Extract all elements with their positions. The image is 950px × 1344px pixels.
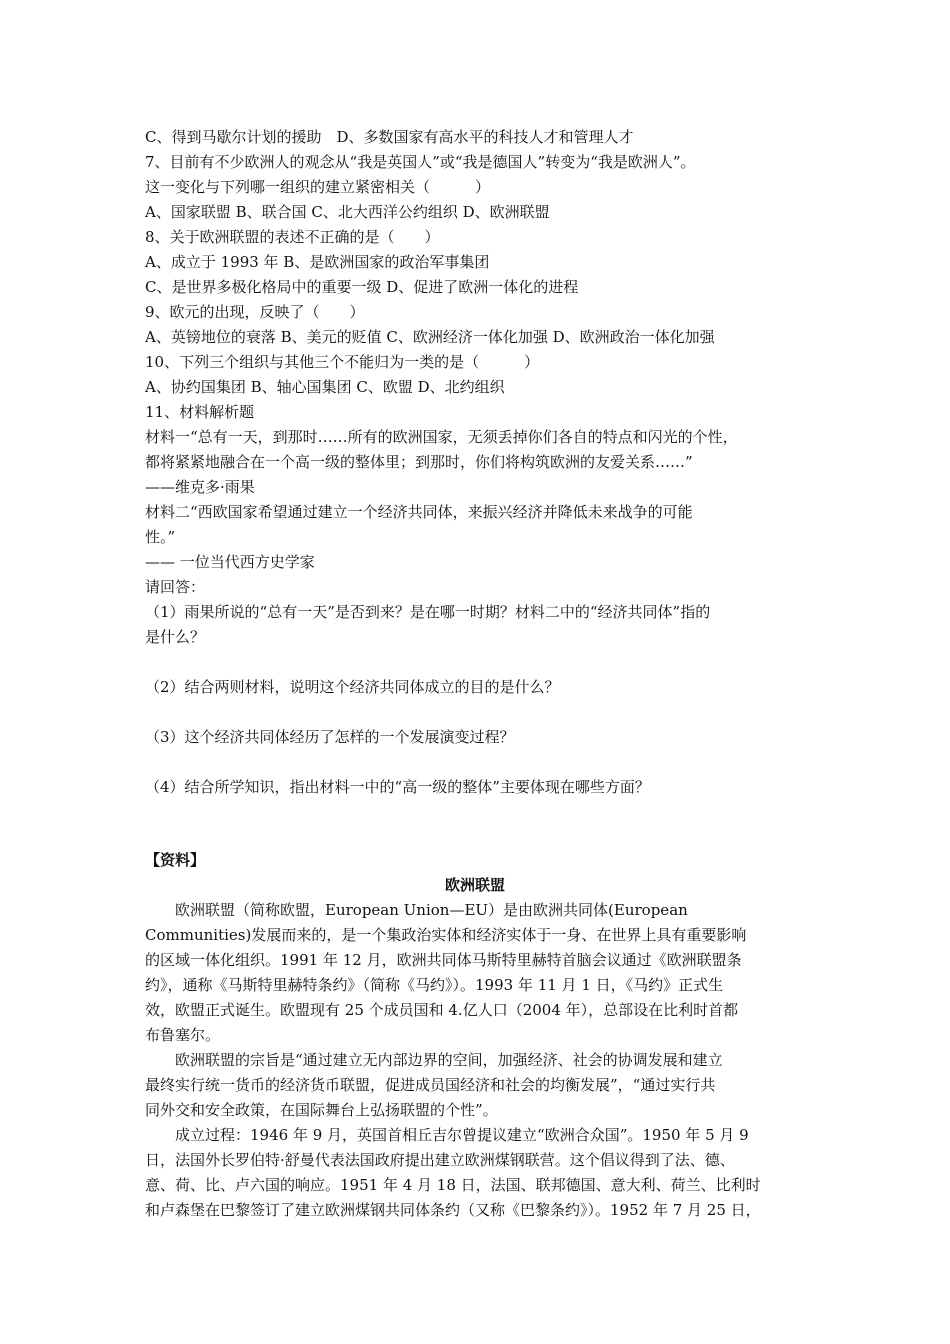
q6-options-cd: C、得到马歇尔计划的援助 D、多数国家有高水平的科技人才和管理人才	[145, 128, 634, 146]
q8-options-cd: C、是世界多极化格局中的重要一级 D、促进了欧洲一体化的进程	[145, 278, 579, 296]
sub-question-1-line1: （1）雨果所说的“总有一天”是否到来？是在哪一时期？材料二中的“经济共同体”指的	[145, 603, 711, 621]
material2-line1: 材料二“西欧国家希望通过建立一个经济共同体，来振兴经济并降低未来战争的可能	[145, 503, 693, 521]
paragraph-line: 约》，通称《马斯特里赫特条约》（简称《马约》）。1993 年 11 月 1 日，《马约》正式生	[145, 976, 724, 994]
q7-stem-line1: 7、目前有不少欧洲人的观念从“我是英国人”或“我是德国人”转变为“我是欧洲人”。	[145, 153, 696, 171]
answer-prompt: 请回答：	[145, 578, 206, 596]
paragraph-line: 布鲁塞尔。	[145, 1026, 221, 1044]
q8-stem: 8、关于欧洲联盟的表述不正确的是（ ）	[145, 228, 440, 246]
material1-line2: 都将紧紧地融合在一个高一级的整体里；到那时，你们将构筑欧洲的友爱关系……”	[145, 453, 693, 471]
paragraph-line: 成立过程：1946 年 9 月，英国首相丘吉尔曾提议建立“欧洲合众国”。1950 年 5 月 9	[145, 1126, 749, 1144]
q10-stem: 10、下列三个组织与其他三个不能归为一类的是（ ）	[145, 353, 540, 371]
q10-options: A、协约国集团 B、轴心国集团 C、欧盟 D、北约组织	[145, 378, 505, 396]
material2-source: —— 一位当代西方史学家	[145, 553, 315, 571]
paragraph-line: 意、荷、比、卢六国的响应。1951 年 4 月 18 日，法国、联邦德国、意大利、荷兰、比利时	[145, 1176, 761, 1194]
paragraph-line: 最终实行统一货币的经济货币联盟，促进成员国经济和社会的均衡发展”，“通过实行共	[145, 1076, 716, 1094]
paragraph-line: 欧洲联盟（简称欧盟，European Union—EU）是由欧洲共同体(European	[145, 901, 688, 919]
material1-line1: 材料一“总有一天，到那时……所有的欧洲国家，无须丢掉你们各自的特点和闪光的个性，	[145, 428, 738, 446]
reference-section-label: 【资料】	[145, 851, 206, 869]
q11-title: 11、材料解析题	[145, 403, 255, 421]
q9-options: A、英镑地位的衰落 B、美元的贬值 C、欧洲经济一体化加强 D、欧洲政治一体化加强	[145, 328, 715, 346]
sub-question-4: （4）结合所学知识，指出材料一中的“高一级的整体”主要体现在哪些方面？	[145, 778, 650, 796]
sub-question-2: （2）结合两则材料，说明这个经济共同体成立的目的是什么？	[145, 678, 560, 696]
paragraph-line: 欧洲联盟的宗旨是“通过建立无内部边界的空间，加强经济、社会的协调发展和建立	[145, 1051, 723, 1069]
q7-options: A、国家联盟 B、联合国 C、北大西洋公约组织 D、欧洲联盟	[145, 203, 550, 221]
material1-source: ——维克多·雨果	[145, 478, 255, 496]
q9-stem: 9、欧元的出现，反映了（ ）	[145, 303, 365, 321]
paragraph-line: 同外交和安全政策，在国际舞台上弘扬联盟的个性”。	[145, 1101, 498, 1119]
paragraph-line: 和卢森堡在巴黎签订了建立欧洲煤钢共同体条约（又称《巴黎条约》）。1952 年 7 月 25 日，	[145, 1201, 761, 1219]
sub-question-1-line2: 是什么？	[145, 628, 206, 646]
reference-title: 欧洲联盟	[444, 876, 505, 894]
paragraph-line: 日，法国外长罗伯特·舒曼代表法国政府提出建立欧洲煤钢联营。这个倡议得到了法、德、	[145, 1151, 735, 1169]
paragraph-line: 效，欧盟正式诞生。欧盟现有 25 个成员国和 4.亿人口（2004 年），总部设在比利时首都	[145, 1001, 739, 1019]
paragraph-line: 的区域一体化组织。1991 年 12 月，欧洲共同体马斯特里赫特首脑会议通过《欧洲联盟条	[145, 951, 742, 969]
q7-stem-line2: 这一变化与下列哪一组织的建立紧密相关（ ）	[145, 178, 491, 196]
material2-line2: 性。”	[145, 528, 176, 546]
q8-options-ab: A、成立于 1993 年 B、是欧洲国家的政治军事集团	[145, 253, 490, 271]
paragraph-line: Communities)发展而来的，是一个集政治实体和经济实体于一身、在世界上具有重要影响	[145, 926, 747, 944]
sub-question-3: （3）这个经济共同体经历了怎样的一个发展演变过程？	[145, 728, 515, 746]
